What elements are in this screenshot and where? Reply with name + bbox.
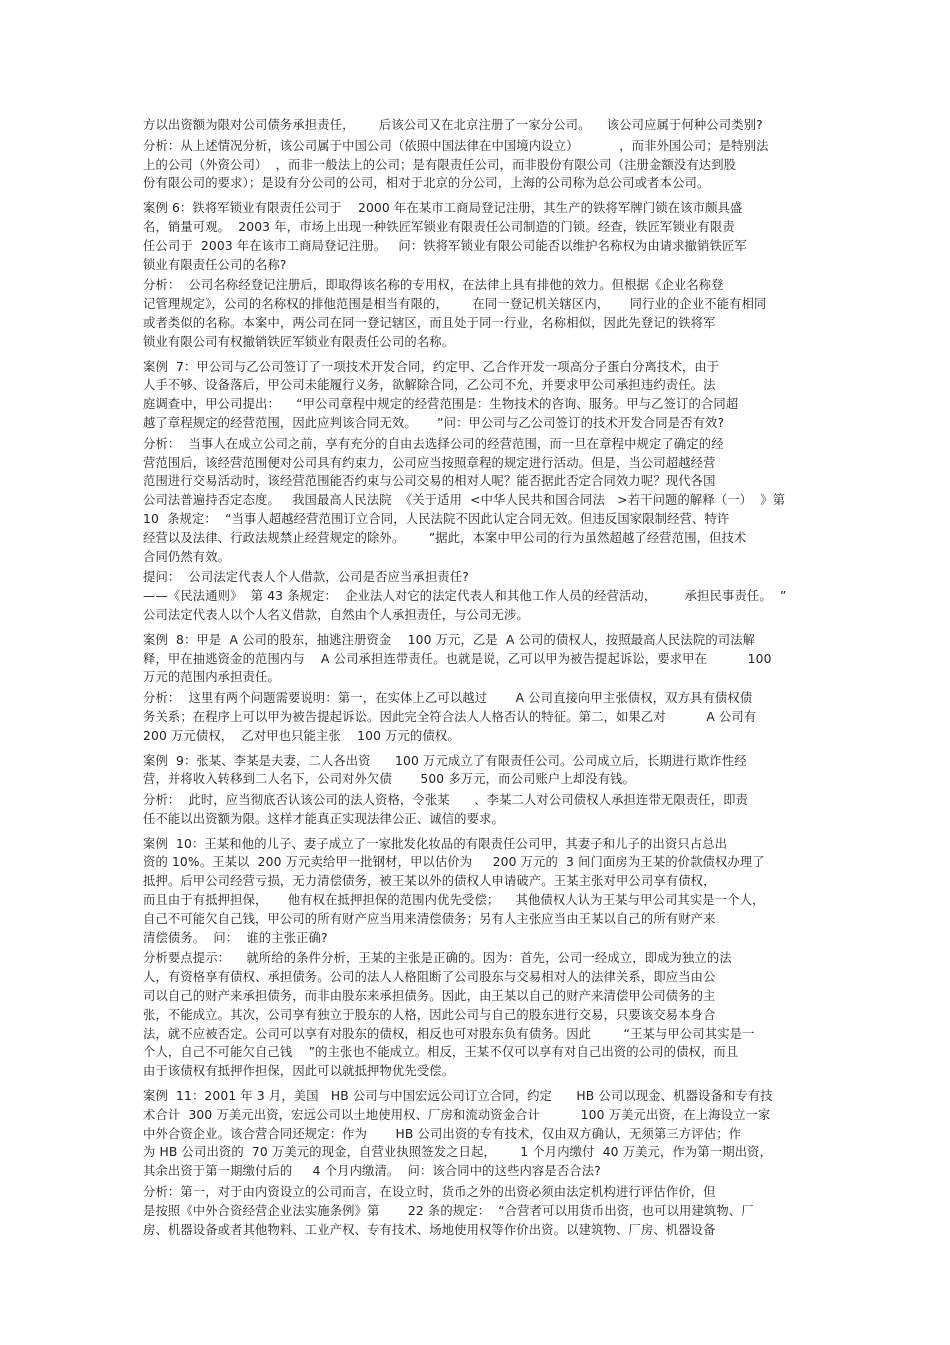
paragraph-p5	[143, 358, 813, 433]
text-line: 经营以及法律、行政法规禁止经营规定的除外。 ”据此，本案中甲公司的行为虽然超越了经营范围，但技术	[143, 530, 747, 545]
text-line: 上的公司（外资公司） ，而非一般法上的公司；是有限责任公司，而非股份有限公司（注册金额没有达到股	[143, 157, 737, 172]
text-line: 公司法普遍持否定态度。 我国最高人民法院 《关于适用 <中华人民共和国合同法 >若干问题的解释（一） 》第	[143, 493, 786, 508]
text-line: 庭调查中，甲公司提出： “甲公司章程中规定的经营范围是：生物技术的咨询、服务。甲与乙签订的合同超	[143, 397, 739, 412]
text-line: 为 HB 公司出资的 70 万美元的现金，自营业执照签发之日起， 1 个月内缴付 40 万美元，作为第一期出资，	[143, 1145, 773, 1160]
text-line: 200 万元债权， 乙对甲也只能主张 100 万元的债权。	[143, 728, 460, 743]
text-line: 提问： 公司法定代表人个人借款，公司是否应当承担责任?	[143, 570, 469, 585]
text-line: 营，并将收入转移到二人名下，公司对外欠债 500 多万元，而公司账户上却没有钱。	[143, 772, 636, 787]
text-line: 越了章程规定的经营范围，因此应判该合同无效。 ”问：甲公司与乙公司签订的技术开发合同是否有效?	[143, 415, 725, 430]
paragraph-p8	[143, 631, 813, 687]
text-line: 分析：从上述情况分析，该公司属于中国公司（依照中国法律在中国境内设立） ，而非外国公司；是特别法	[143, 138, 769, 153]
text-line: 案例 9：张某、李某是夫妻，二人各出资 100 万元成立了有限责任公司。公司成立后，长期进行欺诈性经	[143, 753, 747, 768]
paragraph-p2	[143, 137, 813, 193]
text-line: 营范围后，该经营范围便对公司具有约束力，公司应当按照章程的规定进行活动。但是，当公司超越经营	[143, 455, 716, 470]
text-line: 任不能以出资额为限。这样才能真正实现法律公正、诚信的要求。	[143, 811, 504, 826]
text-line: 公司法定代表人以个人名义借款，自然由个人承担责任，与公司无涉。	[143, 607, 529, 622]
paragraph-p4	[143, 276, 813, 351]
text-line: 务关系；在程序上可以甲为被告提起诉讼。因此完全符合法人人格否认的特征。第二，如果乙对 A 公司有	[143, 709, 757, 724]
text-line: 任公司于 2003 年在该市工商局登记注册。 问：铁将军锁业有限公司能否以维护名称权为由请求撤销铁匠军	[143, 238, 747, 253]
text-line: 分析： 此时，应当彻底否认该公司的法人资格，令张某 、李某二人对公司债权人承担连带无限责任，即责	[143, 793, 749, 808]
text-line: 案例 8：甲是 A 公司的股东，抽逃注册资金 100 万元，乙是 A 公司的债权人，按照最高人民法院的司法解	[143, 632, 756, 647]
paragraph-p9	[143, 689, 813, 745]
text-line: 份有限公司的要求）；是设有分公司的公司，相对于北京的分公司，上海的公司称为总公司或者本公司。	[143, 176, 710, 191]
text-line: 释，甲在抽逃资金的范围内与 A 公司承担连带责任。也就是说，乙可以甲为被告提起诉讼，要求甲在 100	[143, 651, 772, 666]
text-line: 锁业有限责任公司的名称?	[143, 257, 287, 272]
paragraph-p1	[143, 116, 813, 135]
text-line: 案例 6：铁将军锁业有限责任公司于 2000 年在某市工商局登记注册，其生产的铁将军牌门锁在该市颇具盛	[143, 201, 743, 216]
text-line: 清偿债务。 问： 谁的主张正确?	[143, 930, 328, 945]
text-line: 分析： 这里有两个问题需要说明：第一，在实体上乙可以越过 A 公司直接向甲主张债权，双方具有债权债	[143, 691, 753, 706]
text-line: 资的 10%。王某以 200 万元卖给甲一批钢材，甲以估价为 200 万元的 3 间门面房为王某的价款债权办理了	[143, 855, 765, 870]
text-line: 而且由于有抵押担保， 他有权在抵押担保的范围内优先受偿； 其他债权人认为王某与甲公司其实是一个人，	[143, 893, 765, 908]
text-line: 分析： 当事人在成立公司之前，享有充分的自由去选择公司的经营范围，而一旦在章程中规定了确定的经	[143, 436, 724, 451]
paragraph-p3	[143, 199, 813, 274]
document-body	[143, 116, 813, 1241]
text-line: 抵押。后甲公司经营亏损，无力清偿债务，被王某以外的债权人申请破产。王某主张对甲公司享有债权，	[143, 874, 716, 889]
text-line: ——《民法通则》 第 43 条规定： 企业法人对它的法定代表人和其他工作人员的经营活动， 承担民事责任。 ”	[143, 589, 787, 604]
text-line: 案例 7：甲公司与乙公司签订了一项技术开发合同，约定甲、乙合作开发一项高分子蛋白分离技术，由于	[143, 359, 720, 374]
text-line: 张，不能成立。其次，公司享有独立于股东的人格，因此公司与自己的股东进行交易，只要该交易本身合	[143, 1007, 716, 1022]
text-line: 是按照《中外合资经营企业法实施条例》第 22 条的规定： “合营者可以用货币出资，也可以用建筑物、厂	[143, 1203, 754, 1218]
text-line: 个人，自己不可能欠自己钱 ”的主张也不能成立。相反，王某不仅可以享有对自己出资的公司的债权，而且	[143, 1045, 739, 1060]
text-line: 记管理规定》，公司的名称权的排他范围是相当有限的， 在同一登记机关辖区内， 同行业的企业不能有相同	[143, 297, 767, 312]
text-line: 方以出资额为限对公司债务承担责任， 后该公司又在北京注册了一家分公司。 该公司应属于何种公司类别?	[143, 118, 763, 132]
paragraph-p6	[143, 435, 813, 567]
paragraph-p15	[143, 1183, 813, 1239]
text-line: 分析：第一，对于由内资设立的公司而言，在设立时，货币之外的出资必须由法定机构进行评估作价，但	[143, 1185, 716, 1200]
paragraph-p13	[143, 949, 813, 1081]
text-line: 法，就不应被否定。公司可以享有对股东的债权，相反也可对股东负有债务。因此 “王某与甲公司其实是一	[143, 1026, 755, 1041]
paragraph-p14	[143, 1087, 813, 1181]
paragraph-p11	[143, 791, 813, 829]
paragraph-p10	[143, 752, 813, 790]
text-line: 中外合资企业。该合营合同还规定：作为 HB 公司出资的专有技术，仅由双方确认，无须第三方评估；作	[143, 1126, 742, 1141]
text-line: 人，有资格享有债权、承担债务。公司的法人人格阻断了公司股东与交易相对人的法律关系，即应当由公	[143, 970, 716, 985]
text-line: 分析： 公司名称经登记注册后，即取得该名称的专用权，在法律上具有排他的效力。但根据《企业名称登	[143, 278, 724, 293]
text-line: 或者类似的名称。本案中，两公司在同一登记辖区，而且处于同一行业，名称相似，因此先登记的铁将军	[143, 315, 716, 330]
text-line: 分析要点提示： 就所给的条件分析，王某的主张是正确的。因为：首先，公司一经成立，即成为独立的法	[143, 951, 732, 966]
text-line: 范围进行交易活动时，该经营范围能否约束与公司交易的相对人呢？能否据此否定合同效力呢？现代各国	[143, 474, 716, 489]
text-line: 合同仍然有效。	[143, 549, 231, 564]
text-line: 名，销量可观。 2003 年，市场上出现一种铁匠军锁业有限责任公司制造的门锁。经查，铁匠军锁业有限责	[143, 219, 735, 234]
text-line: 万元的范围内承担责任。	[143, 670, 280, 685]
text-line: 10 条规定： “当事人超越经营范围订立合同，人民法院不因此认定合同无效。但违反国家限制经营、特许	[143, 511, 730, 526]
text-line: 由于该债权有抵押作担保，因此可以就抵押物优先受偿。	[143, 1064, 455, 1079]
text-line: 案例 11：2001 年 3 月，美国 HB 公司与中国宏远公司订立合同，约定 HB 公司以现金、机器设备和专有技	[143, 1089, 773, 1104]
text-line: 术合计 300 万美元出资，宏远公司以土地使用权、厂房和流动资金合计 100 万美元出资，在上海设立一家	[143, 1107, 771, 1122]
paragraph-p12	[143, 835, 813, 948]
paragraph-p7	[143, 568, 813, 624]
text-line: 案例 10：王某和他的儿子、妻子成立了一家批发化妆品的有限责任公司甲，其妻子和儿子的出资只占总出	[143, 836, 728, 851]
text-line: 其余出资于第一期缴付后的 4 个月内缴清。 问：该合同中的这些内容是否合法?	[143, 1164, 601, 1179]
text-line: 人手不够、设备落后，甲公司未能履行义务，欲解除合同，乙公司不允，并要求甲公司承担违约责任。法	[143, 378, 716, 393]
text-line: 锁业有限公司有权撤销铁匠军锁业有限责任公司的名称。	[143, 334, 455, 349]
text-line: 自己不可能欠自己钱，甲公司的所有财产应当用来清偿债务；另有人主张应当由王某以自己的所有财产来	[143, 911, 716, 926]
text-line: 司以自己的财产来承担债务，而非由股东来承担债务。因此，由王某以自己的财产来清偿甲公司债务的主	[143, 989, 716, 1004]
text-line: 房、机器设备或者其他物料、工业产权、专有技术、场地使用权等作价出资。以建筑物、厂房、机器设备	[143, 1222, 716, 1237]
